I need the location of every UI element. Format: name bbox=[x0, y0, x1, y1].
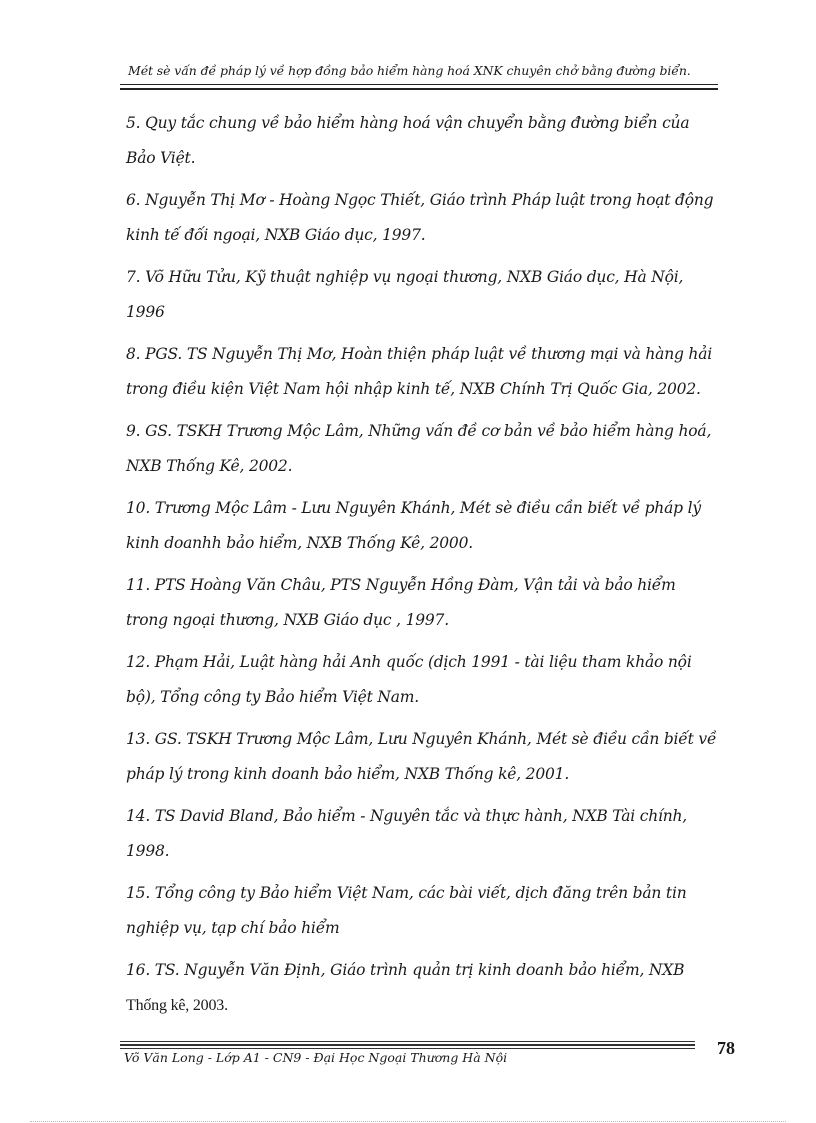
reference-item: 11. PTS Hoàng Văn Châu, PTS Nguyễn Hồng Đàm, Vận tải và bảo hiểm trong ngoại thương, NXB Giáo dục , 1997. bbox=[126, 576, 676, 629]
reference-item: 8. PGS. TS Nguyễn Thị Mơ, Hoàn thiện pháp luật về thương mại và hàng hải trong điều kiện Việt Nam hội nhập kinh tế, NXB Chính Trị Quốc Gia, 2002. bbox=[126, 345, 713, 398]
footer-rule-bottom bbox=[120, 1048, 695, 1049]
footer-rule-thick bbox=[120, 1044, 695, 1046]
reference-item: 6. Nguyễn Thị Mơ - Hoàng Ngọc Thiết, Giáo trình Pháp luật trong hoạt động kinh tế đối ngoại, NXB Giáo dục, 1997. bbox=[126, 191, 714, 244]
reference-item: 12. Phạm Hải, Luật hàng hải Anh quốc (dịch 1991 - tài liệu tham khảo nội bộ), Tổng công ty Bảo hiểm Việt Nam. bbox=[126, 653, 692, 706]
reference-item: 14. TS David Bland, Bảo hiểm - Nguyên tắc và thực hành, NXB Tài chính, 1998. bbox=[126, 807, 688, 860]
footer-rule-thin bbox=[120, 1041, 695, 1042]
reference-item: 7. Võ Hữu Tửu, Kỹ thuật nghiệp vụ ngoại thương, NXB Giáo dục, Hà Nội, 1996 bbox=[126, 268, 684, 321]
reference-item: 16. TS. Nguyễn Văn Định, Giáo trình quản trị kinh doanh bảo hiểm, NXB Thống kê, 2003. bbox=[126, 961, 685, 1014]
header-rule-thick bbox=[120, 88, 718, 90]
page-bottom-border bbox=[30, 1121, 786, 1122]
reference-item-tail: Thống kê, 2003. bbox=[126, 997, 228, 1014]
document-title: Mét sè vấn đề pháp lý về hợp đồng bảo hiểm hàng hoá XNK chuyên chở bằng đường biển. bbox=[128, 63, 691, 78]
footer-author: Võ Văn Long - Lớp A1 - CN9 - Đại Học Ngoại Thương Hà Nội bbox=[124, 1050, 508, 1065]
reference-item: 15. Tổng công ty Bảo hiểm Việt Nam, các bài viết, dịch đăng trên bản tin nghiệp vụ, tạp chí bảo hiểm bbox=[126, 884, 687, 937]
header-rule-thin bbox=[120, 84, 718, 85]
reference-item: 5. Quy tắc chung về bảo hiểm hàng hoá vận chuyển bằng đường biển của Bảo Việt. bbox=[126, 114, 690, 167]
reference-item: 10. Trương Mộc Lâm - Lưu Nguyên Khánh, Mét sè điều cần biết về pháp lý kinh doanhh bảo hiểm, NXB Thống Kê, 2000. bbox=[126, 499, 701, 552]
reference-item: 9. GS. TSKH Trương Mộc Lâm, Những vấn đề cơ bản về bảo hiểm hàng hoá, NXB Thống Kê, 2002. bbox=[126, 422, 712, 475]
page-number: 78 bbox=[717, 1038, 735, 1058]
reference-list bbox=[126, 106, 722, 1030]
reference-item: 13. GS. TSKH Trương Mộc Lâm, Lưu Nguyên Khánh, Mét sè điều cần biết về pháp lý trong kinh doanh bảo hiểm, NXB Thống kê, 2001. bbox=[126, 730, 717, 783]
